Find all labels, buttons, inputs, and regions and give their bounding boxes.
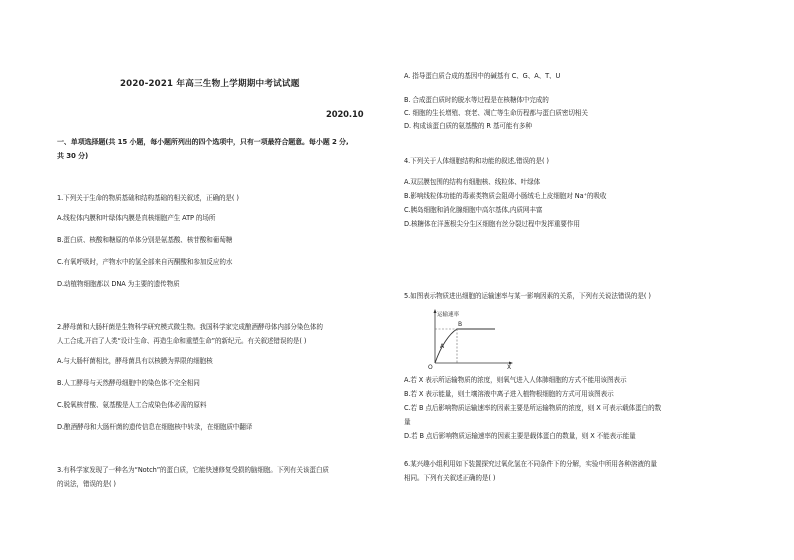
- question-6-stem-line1: 6.某兴趣小组利用如下装置探究过氧化氢在不同条件下的分解，实验中所用各种溶液的量: [404, 460, 657, 468]
- question-1-option-a: A.线粒体内膜和叶绿体内膜是真核细胞产生 ATP 的场所: [57, 214, 216, 222]
- question-2-stem-line2: 人工合成,开启了人类“设计生命、再造生命和重塑生命”的新纪元。有关叙述错误的是( ): [57, 337, 307, 345]
- question-3-option-b: B. 合成蛋白质时的脱水等过程是在核糖体中完成的: [404, 96, 549, 104]
- graph-ylabel: 运输速率: [437, 312, 460, 318]
- graph-xlabel: X: [507, 364, 512, 370]
- question-6-stem-line2: 相同。下列有关叙述正确的是( ): [404, 474, 496, 482]
- question-4-option-b: B.影响线粒体功能的毒素类物质会阻碍小肠绒毛上皮细胞对 Na⁺的吸收: [404, 192, 607, 200]
- question-3-option-d: D. 构成该蛋白质的氨基酸的 R 基可能有多种: [404, 122, 532, 130]
- question-5-option-a: A.若 X 表示所运输物质的浓度，则氧气进入人体肺细胞的方式不能用该图表示: [404, 376, 627, 384]
- question-1-option-b: B.蛋白质、核酸和糖原的单体分别是氨基酸、核苷酸和葡萄糖: [57, 236, 233, 244]
- question-3-option-a: A. 指导蛋白质合成的基因中的碱基有 C、G、A、T、U: [404, 72, 561, 80]
- question-4-stem: 4.下列关于人体细胞结构和功能的叙述,错误的是( ): [404, 157, 549, 165]
- section-heading-line1: 一、单项选择题(共 15 小题，每小题所列出的四个选项中，只有一项最符合题意。每小题 2 分,: [57, 138, 349, 146]
- section-heading-line2: 共 30 分): [57, 152, 89, 160]
- exam-title: 2020-2021 年高三生物上学期期中考试试题: [120, 79, 300, 89]
- question-4-option-d: D.核糖体在洋葱根尖分生区细胞有丝分裂过程中发挥重要作用: [404, 220, 580, 228]
- question-2-stem-line1: 2.酵母菌和大肠杆菌是生物科学研究模式微生物。我国科学家完成酿酒酵母体内部分染色体的: [57, 323, 323, 331]
- question-5-stem: 5.如图表示物质进出细胞的运输速率与某一影响因素的关系，下列有关说法错误的是( ): [404, 292, 651, 300]
- question-5-option-d: D.若 B 点后影响物质运输速率的因素主要是载体蛋白的数量，则 X 不能表示能量: [404, 432, 636, 440]
- transport-rate-graph: [425, 308, 515, 370]
- graph-point-b: B: [458, 321, 463, 328]
- question-4-option-c: C.胰岛细胞和消化腺细胞中高尔基体,内质网丰富: [404, 206, 543, 214]
- question-1-option-c: C.有氧呼吸时，产物水中的氢全部来自丙酮酸和参加反应的水: [57, 258, 233, 266]
- question-5-option-c-line1: C.若 B 点后影响物质运输速率的因素主要是所运输物质的浓度，则 X 可表示载体蛋白的数: [404, 404, 662, 412]
- question-4-option-a: A.双层膜包围的结构有细胞核、线粒体、叶绿体: [404, 178, 541, 186]
- question-5-option-c-line2: 量: [404, 418, 411, 426]
- graph-point-a: A: [440, 343, 445, 350]
- question-2-option-b: B.人工酵母与天然酵母细胞中的染色体不完全相同: [57, 379, 200, 387]
- question-1-option-d: D.动植物细胞都以 DNA 为主要的遗传物质: [57, 280, 180, 288]
- question-1-stem: 1.下列关于生命的物质基础和结构基础的相关叙述，正确的是( ): [57, 194, 239, 202]
- question-2-option-d: D.酿酒酵母和大肠杆菌的遗传信息在细胞核中转录，在细胞质中翻译: [57, 423, 253, 431]
- question-2-option-a: A.与大肠杆菌相比，酵母菌具有以核膜为界限的细胞核: [57, 357, 213, 365]
- question-3-stem-line2: 的说法，错误的是( ): [57, 480, 116, 488]
- question-3-stem-line1: 3.有科学家发现了一种名为“Notch”的蛋白质，它能快速修复受损的脑细胞。下列有关该蛋白质: [57, 466, 329, 474]
- graph-origin: O: [428, 364, 433, 370]
- question-3-option-c: C. 细胞的生长增殖、衰老、凋亡等生命历程都与蛋白质密切相关: [404, 109, 588, 117]
- question-2-option-c: C.脱氧核苷酸、氨基酸是人工合成染色体必需的原料: [57, 401, 207, 409]
- question-5-option-b: B.若 X 表示能量，则土壤溶液中离子进入植物根细胞的方式可用该图表示: [404, 390, 614, 398]
- exam-date: 2020.10: [326, 109, 364, 119]
